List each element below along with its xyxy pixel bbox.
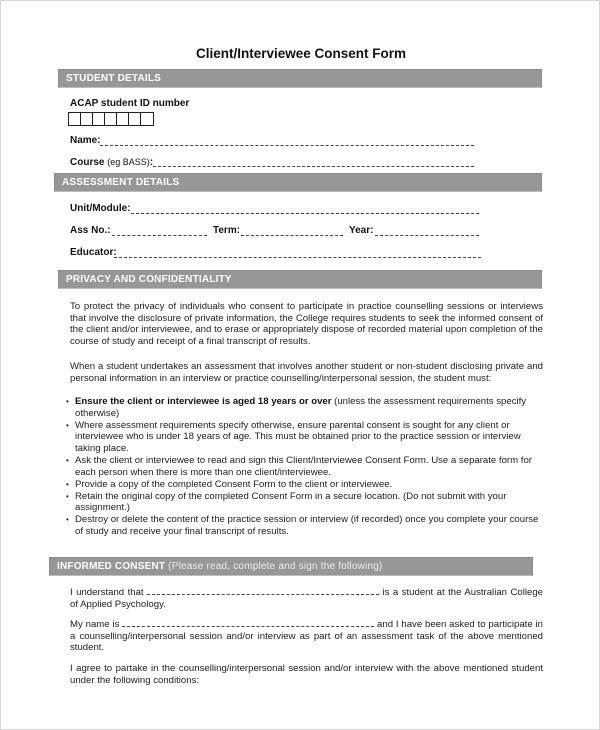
student-id-digit-box[interactable] xyxy=(105,113,117,125)
student-id-boxes[interactable] xyxy=(68,112,154,126)
educator-label: Educator: xyxy=(70,247,117,258)
name-label: Name: xyxy=(70,135,101,146)
consent-p2-start: My name is xyxy=(70,619,123,630)
course-label-text: Course xyxy=(70,157,105,168)
student-id-digit-box[interactable] xyxy=(69,113,81,125)
list-item-text: Provide a copy of the completed Consent Form to the client or interviewee. xyxy=(75,478,393,490)
year-label: Year: xyxy=(349,225,374,236)
participant-name-field[interactable] xyxy=(122,619,374,627)
consent-p2-end: and I have been asked to participate in a counselling/interpersonal session and/or interview as part of an assessment task of the above mentioned student. xyxy=(70,619,543,654)
consent-paragraph-1 xyxy=(70,587,543,610)
course-hint: (eg BASS) xyxy=(107,157,150,167)
term-label: Term: xyxy=(213,225,241,236)
student-id-digit-box[interactable] xyxy=(81,113,93,125)
unit-module-field[interactable] xyxy=(131,213,479,214)
section-header-student-details xyxy=(58,69,542,88)
privacy-paragraph-1: To protect the privacy of individuals who consent to participate in practice counselling sessions or interviews that involve the disclosure of private information, the College requires students to seek the informed consent of the client and/or interviewee, and to erase or appropriately dispose of recorded material upon completion of the course of study and receipt of a final transcript of results. xyxy=(70,301,543,347)
section-header-label: PRIVACY AND CONFIDENTIALITY xyxy=(66,274,232,285)
section-header-label: STUDENT DETAILS xyxy=(66,73,162,84)
list-item-text: Retain the original copy of the completed Consent Form in a secure location. (Do not submit with your assignment.) xyxy=(75,490,507,514)
list-item xyxy=(66,514,544,537)
section-header-label: ASSESSMENT DETAILS xyxy=(62,177,180,188)
ass-no-field[interactable] xyxy=(112,235,207,236)
list-item-text: Ask the client or interviewee to read and sign this Client/Interviewee Consent Form. Use a separate form for each person when there is more than one client/interviewee. xyxy=(75,454,532,478)
student-id-digit-box[interactable] xyxy=(117,113,129,125)
privacy-paragraph-2: When a student undertakes an assessment that involves another student or non-student disclosing private and personal information in an interview or practice counselling/interpersonal session, the student must: xyxy=(70,361,543,384)
list-item-text: (unless the assessment requirements specify otherwise) xyxy=(75,396,527,419)
list-item xyxy=(66,455,544,478)
unit-module-label: Unit/Module: xyxy=(70,203,131,214)
consent-p1-start: I understand that xyxy=(70,587,148,598)
section-header-assessment-details xyxy=(54,173,542,192)
student-id-digit-box[interactable] xyxy=(141,113,153,125)
year-field[interactable] xyxy=(375,235,479,236)
list-item xyxy=(66,479,544,491)
course-field[interactable] xyxy=(153,166,474,167)
student-name-field[interactable] xyxy=(147,587,379,595)
list-item-text: Where assessment requirements specify otherwise, ensure parental consent is sought for any client or interviewee who is under 18 years of age. This must be obtained prior to the practice session or interview taking place. xyxy=(75,419,521,454)
ass-no-label: Ass No.: xyxy=(70,225,111,236)
list-item xyxy=(66,420,544,455)
student-id-digit-box[interactable] xyxy=(93,113,105,125)
list-item xyxy=(66,396,544,419)
list-item xyxy=(66,491,544,514)
section-header-privacy xyxy=(58,270,542,289)
course-colon: : xyxy=(149,157,154,168)
list-item-text: Destroy or delete the content of the practice session or interview (if recorded) once you complete your course of study and receive your final transcript of results. xyxy=(75,514,539,538)
section-header-label: INFORMED CONSENT xyxy=(57,561,166,572)
term-field[interactable] xyxy=(241,235,343,236)
student-id-label: ACAP student ID number xyxy=(70,98,190,109)
educator-field[interactable] xyxy=(114,257,481,258)
name-field[interactable] xyxy=(100,145,474,146)
consent-paragraph-2 xyxy=(70,619,543,654)
course-label xyxy=(70,157,153,168)
section-header-informed-consent xyxy=(49,557,533,576)
student-id-digit-box[interactable] xyxy=(129,113,141,125)
page-title: Client/Interviewee Consent Form xyxy=(195,46,407,61)
list-item-bold: Ensure the client or interviewee is aged 18 years or over xyxy=(75,396,332,407)
consent-p1-end: is a student at the Australian College of Applied Psychology. xyxy=(70,587,543,610)
privacy-requirements-list xyxy=(66,396,544,538)
section-header-subtitle: (Please read, complete and sign the following) xyxy=(165,561,383,572)
consent-paragraph-3: I agree to partake in the counselling/interpersonal session and/or interview with the above mentioned student under the following conditions: xyxy=(70,663,543,686)
